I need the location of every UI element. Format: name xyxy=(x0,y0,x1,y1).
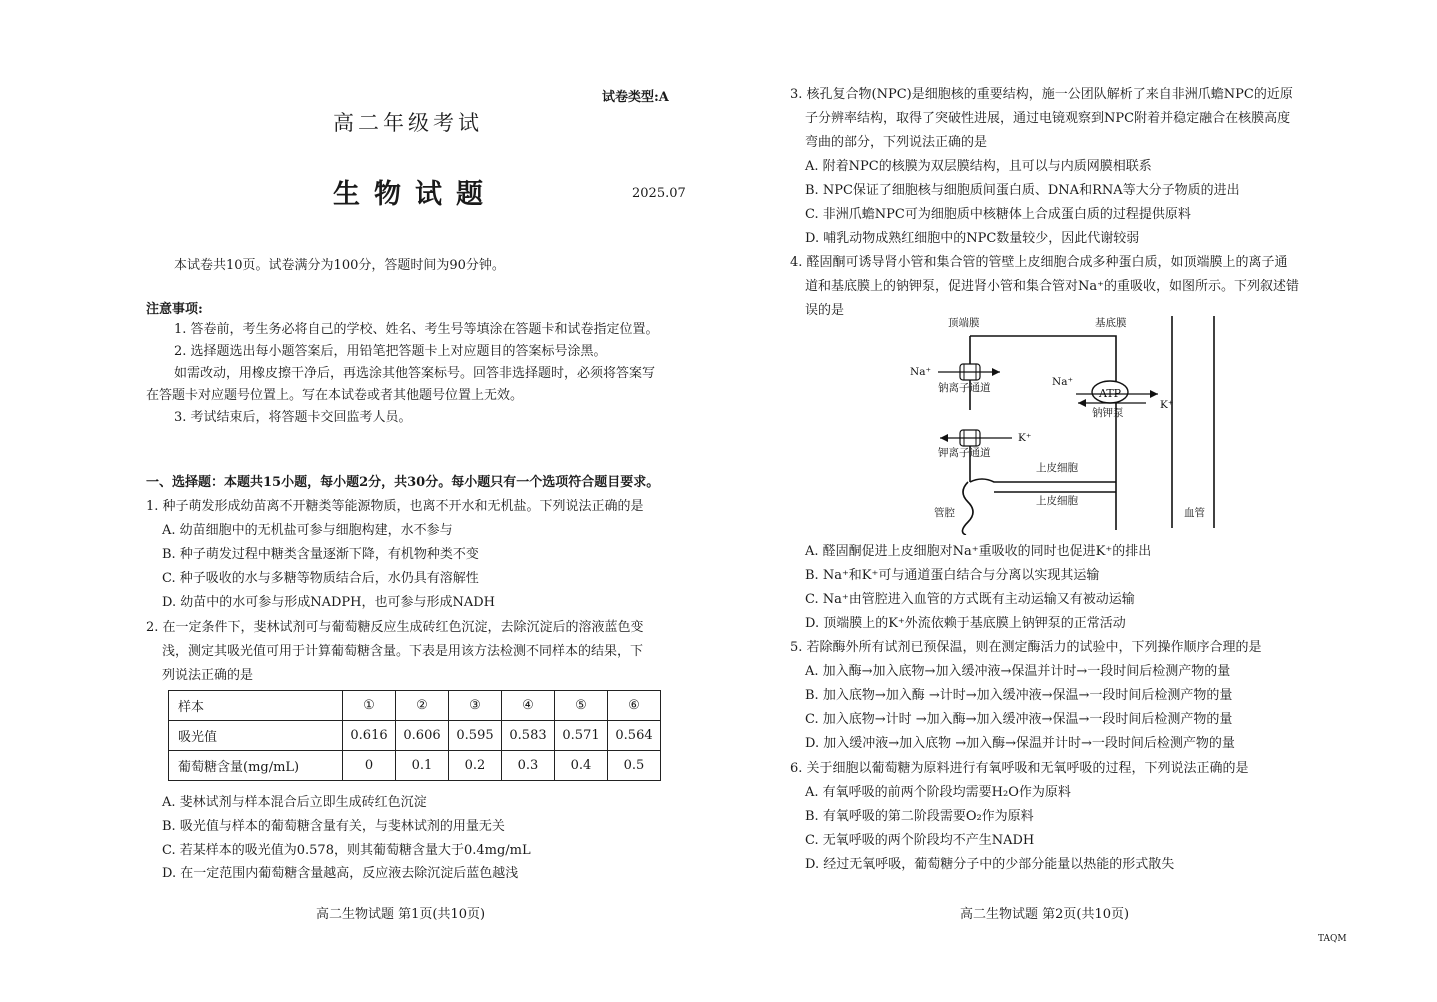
table-row xyxy=(169,721,661,751)
q1-option-c: C. 种子吸收的水与多糖等物质结合后，水仍具有溶解性 xyxy=(162,571,479,586)
q1-option-a: A. 幼苗细胞中的无机盐可参与细胞构建，水不参与 xyxy=(162,523,453,538)
notice-title: 注意事项: xyxy=(146,302,203,317)
pump-label: 钠钾泵 xyxy=(1092,407,1124,419)
q4-option-c: C. Na⁺由管腔进入血管的方式既有主动运输又有被动运输 xyxy=(805,592,1135,607)
notice-item: 2. 选择题选出每小题答案后，用铅笔把答题卡上对应题目的答案标号涂黑。 xyxy=(174,344,607,359)
table-cell: 样本 xyxy=(169,691,343,721)
notice-item: 1. 答卷前，考生务必将自己的学校、姓名、考生号等填涂在答题卡和试卷指定位置。 xyxy=(174,322,659,337)
table-cell: 0 xyxy=(343,751,396,781)
table-cell: ⑥ xyxy=(608,691,661,721)
q4-option-b: B. Na⁺和K⁺可与通道蛋白结合与分离以实现其运输 xyxy=(805,568,1100,583)
absorbance-table xyxy=(168,690,661,781)
na-channel-label: 钠离子通道 xyxy=(938,382,991,394)
k-right-label: K⁺ xyxy=(1160,399,1174,411)
print-code: TAQM xyxy=(1318,934,1347,944)
table-cell: ④ xyxy=(502,691,555,721)
table-cell: ③ xyxy=(449,691,502,721)
table-cell: 吸光值 xyxy=(169,721,343,751)
na-left-label: Na⁺ xyxy=(910,366,931,378)
table-cell: 0.2 xyxy=(449,751,502,781)
q3-option-a: A. 附着NPC的核膜为双层膜结构，且可以与内质网膜相联系 xyxy=(805,159,1152,174)
table-cell: ⑤ xyxy=(555,691,608,721)
q1-stem: 1. 种子萌发形成幼苗离不开糖类等能源物质，也离不开水和无机盐。下列说法正确的是 xyxy=(146,499,644,514)
q2-option-d: D. 在一定范围内葡萄糖含量越高，反应液去除沉淀后蓝色越浅 xyxy=(162,866,519,881)
table-cell: ① xyxy=(343,691,396,721)
table-cell: 0.616 xyxy=(343,721,396,751)
q6-option-d: D. 经过无氧呼吸，葡萄糖分子中的少部分能量以热能的形式散失 xyxy=(805,857,1175,872)
q1-option-b: B. 种子萌发过程中糖类含量逐渐下降，有机物种类不变 xyxy=(162,547,479,562)
q5-option-b: B. 加入底物→加入酶 →计时→加入缓冲液→保温→一段时间后检测产物的量 xyxy=(805,688,1233,703)
q2-stem-line: 2. 在一定条件下，斐林试剂可与葡萄糖反应生成砖红色沉淀，去除沉淀后的溶液蓝色变 xyxy=(146,620,644,635)
table-row xyxy=(169,751,661,781)
q4-stem-line: 4. 醛固酮可诱导肾小管和集合管的管壁上皮细胞合成多种蛋白质，如顶端膜上的离子通 xyxy=(790,255,1288,270)
q2-option-c: C. 若某样本的吸光值为0.578，则其葡萄糖含量大于0.4mg/mL xyxy=(162,843,531,858)
notice-item: 3. 考试结束后，将答题卡交回监考人员。 xyxy=(174,410,412,425)
q6-option-b: B. 有氧呼吸的第二阶段需要O₂作为原料 xyxy=(805,809,1034,824)
q6-option-a: A. 有氧呼吸的前两个阶段均需要H₂O作为原料 xyxy=(805,785,1071,800)
table-cell: 0.5 xyxy=(608,751,661,781)
subject-title: 生物试题 xyxy=(333,179,497,210)
page-footer-left: 高二生物试题 第1页(共10页) xyxy=(316,907,486,922)
table-cell: 0.1 xyxy=(396,751,449,781)
q3-stem-line: 子分辨率结构，取得了突破性进展，通过电镜观察到NPC附着并稳定融合在核膜高度 xyxy=(805,111,1291,126)
exam-title: 高二年级考试 xyxy=(333,111,483,135)
q5-option-a: A. 加入酶→加入底物→加入缓冲液→保温并计时→一段时间后检测产物的量 xyxy=(805,664,1231,679)
sodium-channel-icon xyxy=(938,364,1000,380)
kidney-cell-diagram xyxy=(900,310,1240,535)
exam-date: 2025.07 xyxy=(632,186,686,201)
q3-stem-line: 弯曲的部分，下列说法正确的是 xyxy=(805,135,988,150)
q2-stem-line: 浅，测定其吸光值可用于计算葡萄糖含量。下表是用该方法检测不同样本的结果，下 xyxy=(162,644,644,659)
table-cell: 0.595 xyxy=(449,721,502,751)
vessel-label: 血管 xyxy=(1184,507,1205,519)
cell-junction-line xyxy=(970,479,1116,482)
table-cell: 0.571 xyxy=(555,721,608,751)
q5-option-d: D. 加入缓冲液→加入底物 →加入酶→保温并计时→一段时间后检测产物的量 xyxy=(805,736,1235,751)
q4-stem-line: 道和基底膜上的钠钾泵，促进肾小管和集合管对Na⁺的重吸收，如图所示。下列叙述错 xyxy=(805,279,1299,294)
table-cell: 0.583 xyxy=(502,721,555,751)
q3-option-b: B. NPC保证了细胞核与细胞质间蛋白质、DNA和RNA等大分子物质的进出 xyxy=(805,183,1240,198)
lumen-wavy-line xyxy=(962,482,973,535)
table-cell: 0.564 xyxy=(608,721,661,751)
epithelial-cell-label: 上皮细胞 xyxy=(1036,495,1078,507)
epithelial-cell-label: 上皮细胞 xyxy=(1036,462,1078,474)
q5-option-c: C. 加入底物→计时 →加入酶→加入缓冲液→保温→一段时间后检测产物的量 xyxy=(805,712,1233,727)
intro-text: 本试卷共10页。试卷满分为100分，答题时间为90分钟。 xyxy=(174,258,505,273)
k-left-label: K⁺ xyxy=(1018,432,1032,444)
table-cell: 0.606 xyxy=(396,721,449,751)
q3-stem-line: 3. 核孔复合物(NPC)是细胞核的重要结构，施一公团队解析了来自非洲爪蟾NPC的近原 xyxy=(790,87,1293,102)
paper-type: 试卷类型:A xyxy=(602,90,669,105)
notice-item: 如需改动，用橡皮擦干净后，再选涂其他答案标号。回答非选择题时，必须将答案写 xyxy=(174,366,656,381)
q3-option-d: D. 哺乳动物成熟红细胞中的NPC数量较少，因此代谢较弱 xyxy=(805,231,1140,246)
table-header-row xyxy=(169,691,661,721)
q2-option-a: A. 斐林试剂与样本混合后立即生成砖红色沉淀 xyxy=(162,795,427,810)
table-cell: ② xyxy=(396,691,449,721)
table-cell: 0.3 xyxy=(502,751,555,781)
page-footer-right: 高二生物试题 第2页(共10页) xyxy=(960,907,1130,922)
na-right-label: Na⁺ xyxy=(1052,376,1073,388)
section-heading: 一、选择题：本题共15小题，每小题2分，共30分。每小题只有一个选项符合题目要求。 xyxy=(146,475,660,490)
q2-option-b: B. 吸光值与样本的葡萄糖含量有关，与斐林试剂的用量无关 xyxy=(162,819,505,834)
q3-option-c: C. 非洲爪蟾NPC可为细胞质中核糖体上合成蛋白质的过程提供原料 xyxy=(805,207,1191,222)
q4-stem-line: 误的是 xyxy=(805,303,845,318)
table-cell: 0.4 xyxy=(555,751,608,781)
q4-option-d: D. 顶端膜上的K⁺外流依赖于基底膜上钠钾泵的正常活动 xyxy=(805,616,1126,631)
basal-label: 基底膜 xyxy=(1095,317,1127,329)
apical-label: 顶端膜 xyxy=(948,317,980,329)
atp-label: ATP xyxy=(1099,387,1122,400)
q1-option-d: D. 幼苗中的水可参与形成NADPH，也可参与形成NADH xyxy=(162,595,496,610)
k-channel-label: 钾离子通道 xyxy=(938,447,991,459)
notice-item: 在答题卡对应题号位置上。写在本试卷或者其他题号位置上无效。 xyxy=(146,388,524,403)
q6-stem: 6. 关于细胞以葡萄糖为原料进行有氧呼吸和无氧呼吸的过程，下列说法正确的是 xyxy=(790,761,1249,776)
q4-option-a: A. 醛固酮促进上皮细胞对Na⁺重吸收的同时也促进K⁺的排出 xyxy=(805,544,1152,559)
potassium-channel-icon xyxy=(940,430,1012,446)
lumen-label: 管腔 xyxy=(934,507,955,519)
q5-stem: 5. 若除酶外所有试剂已预保温，则在测定酶活力的试验中，下列操作顺序合理的是 xyxy=(790,640,1262,655)
q6-option-c: C. 无氧呼吸的两个阶段均不产生NADH xyxy=(805,833,1035,848)
q2-stem-line: 列说法正确的是 xyxy=(162,668,254,683)
table-cell: 葡萄糖含量(mg/mL) xyxy=(169,751,343,781)
